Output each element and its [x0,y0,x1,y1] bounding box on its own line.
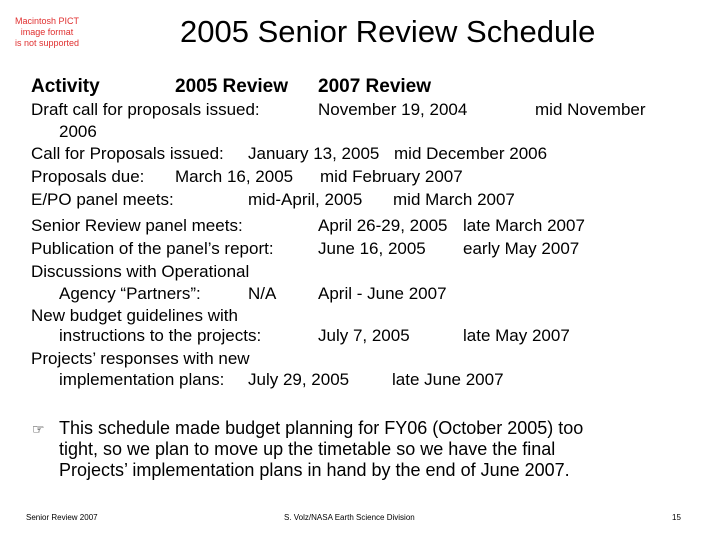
schedule-label-continued: instructions to the projects: [59,326,262,345]
schedule-date-2005: April 26-29, 2005 [318,216,448,235]
schedule-label: Discussions with Operational [31,262,250,281]
schedule-label: Draft call for proposals issued: [31,100,260,119]
unsupported-image-placeholder [12,16,82,49]
schedule-label: Publication of the panel’s report: [31,239,274,258]
pointing-hand-icon: ☞ [32,421,45,437]
schedule-date-2007: late June 2007 [392,370,504,389]
note-line: This schedule made budget planning for FY06 (October 2005) too [59,418,584,438]
footer-center: S. Volz/NASA Earth Science Division [284,513,415,522]
placeholder-line: is not supported [14,38,80,48]
page-number: 15 [672,513,681,522]
schedule-date-2007: mid December 2006 [394,144,548,163]
column-header-2005: 2005 Review [175,76,289,97]
schedule-label-continued: Agency “Partners”: [59,284,201,303]
schedule-date-2007: mid November [535,100,646,119]
schedule-label-continued: implementation plans: [59,370,225,389]
placeholder-line: Macintosh PICT [14,16,80,26]
column-header-2007: 2007 Review [318,76,432,97]
schedule-date-2005: July 7, 2005 [318,326,410,345]
schedule-date-2005: March 16, 2005 [175,167,294,186]
schedule-date-2007: mid February 2007 [320,167,463,186]
schedule-date-2007: late May 2007 [463,326,570,345]
placeholder-line: image format [20,27,74,37]
schedule-date-2005: November 19, 2004 [318,100,468,119]
schedule-label: Proposals due: [31,167,145,186]
schedule-date-2005: July 29, 2005 [248,370,350,389]
note-text [59,418,583,481]
schedule-label: New budget guidelines with [31,306,238,325]
column-header-activity: Activity [31,76,100,97]
schedule-date-2007: late March 2007 [463,216,585,235]
schedule-date-2005: January 13, 2005 [248,144,380,163]
footer-left: Senior Review 2007 [26,513,98,522]
schedule-label: Projects’ responses with new [31,349,250,368]
schedule-date-2007: April - June 2007 [318,284,447,303]
note-line: Projects’ implementation plans in hand by the end of June 2007. [59,460,570,480]
schedule-label: E/PO panel meets: [31,190,174,209]
schedule-label: Senior Review panel meets: [31,216,243,235]
schedule-date-2005: June 16, 2005 [318,239,426,258]
note-line: tight, so we plan to move up the timetable so we have the final [59,439,556,459]
schedule-date-2007-continued: 2006 [59,122,97,141]
schedule-date-2007: mid March 2007 [393,190,515,209]
schedule-date-2007: early May 2007 [463,239,580,258]
schedule-date-2005: N/A [248,284,277,303]
slide-title: 2005 Senior Review Schedule [180,14,596,49]
schedule-label: Call for Proposals issued: [31,144,224,163]
schedule-date-2005: mid-April, 2005 [248,190,363,209]
